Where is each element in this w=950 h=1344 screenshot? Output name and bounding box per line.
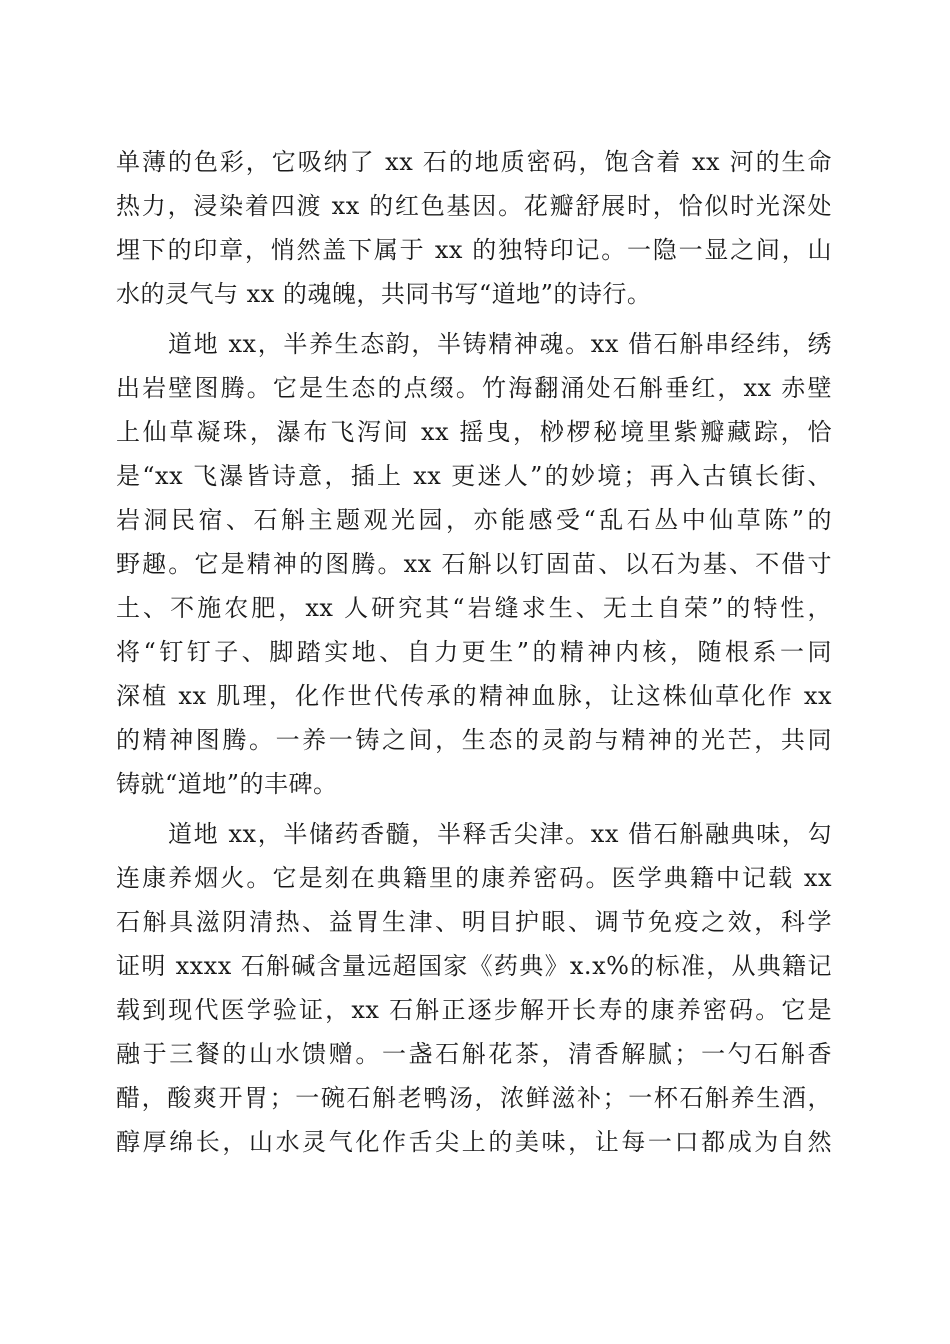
text-line: 连康养烟火。它是刻在典籍里的康养密码。医学典籍中记载 xx [116,864,832,892]
text-line: 上仙草凝珠，瀑布飞泻间 xx 摇曳，桫椤秘境里紫瓣藏踪，恰 [116,418,832,446]
text-line: 深植 xx 肌理，化作世代传承的精神血脉，让这株仙草化作 xx [116,682,832,710]
text-line: 野趣。它是精神的图腾。xx 石斛以钉固苗、以石为基、不借寸 [116,550,832,578]
text-line: 道地 xx，半储药香髓，半释舌尖津。xx 借石斛融典味，勾 [168,820,832,848]
text-line: 证明 xxxx 石斛碱含量远超国家《药典》x.x%的标准，从典籍记 [116,952,832,980]
text-line: 土、不施农肥，xx 人研究其“岩缝求生、无土自荣”的特性， [116,594,832,622]
text-line: 石斛具滋阴清热、益胃生津、明目护眼、调节免疫之效，科学 [116,908,832,936]
text-line: 的精神图腾。一养一铸之间，生态的灵韵与精神的光芒，共同 [116,726,832,754]
text-line: 热力，浸染着四渡 xx 的红色基因。花瓣舒展时，恰似时光深处 [116,192,832,220]
text-line: 醋，酸爽开胃；一碗石斛老鸭汤，浓鲜滋补；一杯石斛养生酒， [116,1084,832,1112]
paragraph-1 [116,140,832,316]
text-line: 单薄的色彩，它吸纳了 xx 石的地质密码，饱含着 xx 河的生命 [116,148,832,176]
text-line: 是“xx 飞瀑皆诗意，插上 xx 更迷人”的妙境；再入古镇长街、 [116,462,832,490]
text-line: 水的灵气与 xx 的魂魄，共同书写“道地”的诗行。 [116,280,652,308]
document-body [116,140,832,1164]
text-line: 融于三餐的山水馈赠。一盏石斛花茶，清香解腻；一勺石斛香 [116,1040,832,1068]
text-line: 铸就“道地”的丰碑。 [116,770,338,798]
text-line: 埋下的印章，悄然盖下属于 xx 的独特印记。一隐一显之间，山 [116,236,832,264]
paragraph-2 [116,322,832,806]
text-line: 将“钉钉子、脚踏实地、自力更生”的精神内核，随根系一同 [116,638,832,666]
text-line: 岩洞民宿、石斛主题观光园，亦能感受“乱石丛中仙草陈”的 [116,506,832,534]
text-line: 醇厚绵长，山水灵气化作舌尖上的美味，让每一口都成为自然 [116,1128,832,1156]
text-line: 载到现代医学验证，xx 石斛正逐步解开长寿的康养密码。它是 [116,996,832,1024]
text-line: 出岩壁图腾。它是生态的点缀。竹海翻涌处石斛垂红，xx 赤壁 [116,374,832,402]
paragraph-3 [116,812,832,1164]
text-line: 道地 xx，半养生态韵，半铸精神魂。xx 借石斛串经纬，绣 [168,330,832,358]
